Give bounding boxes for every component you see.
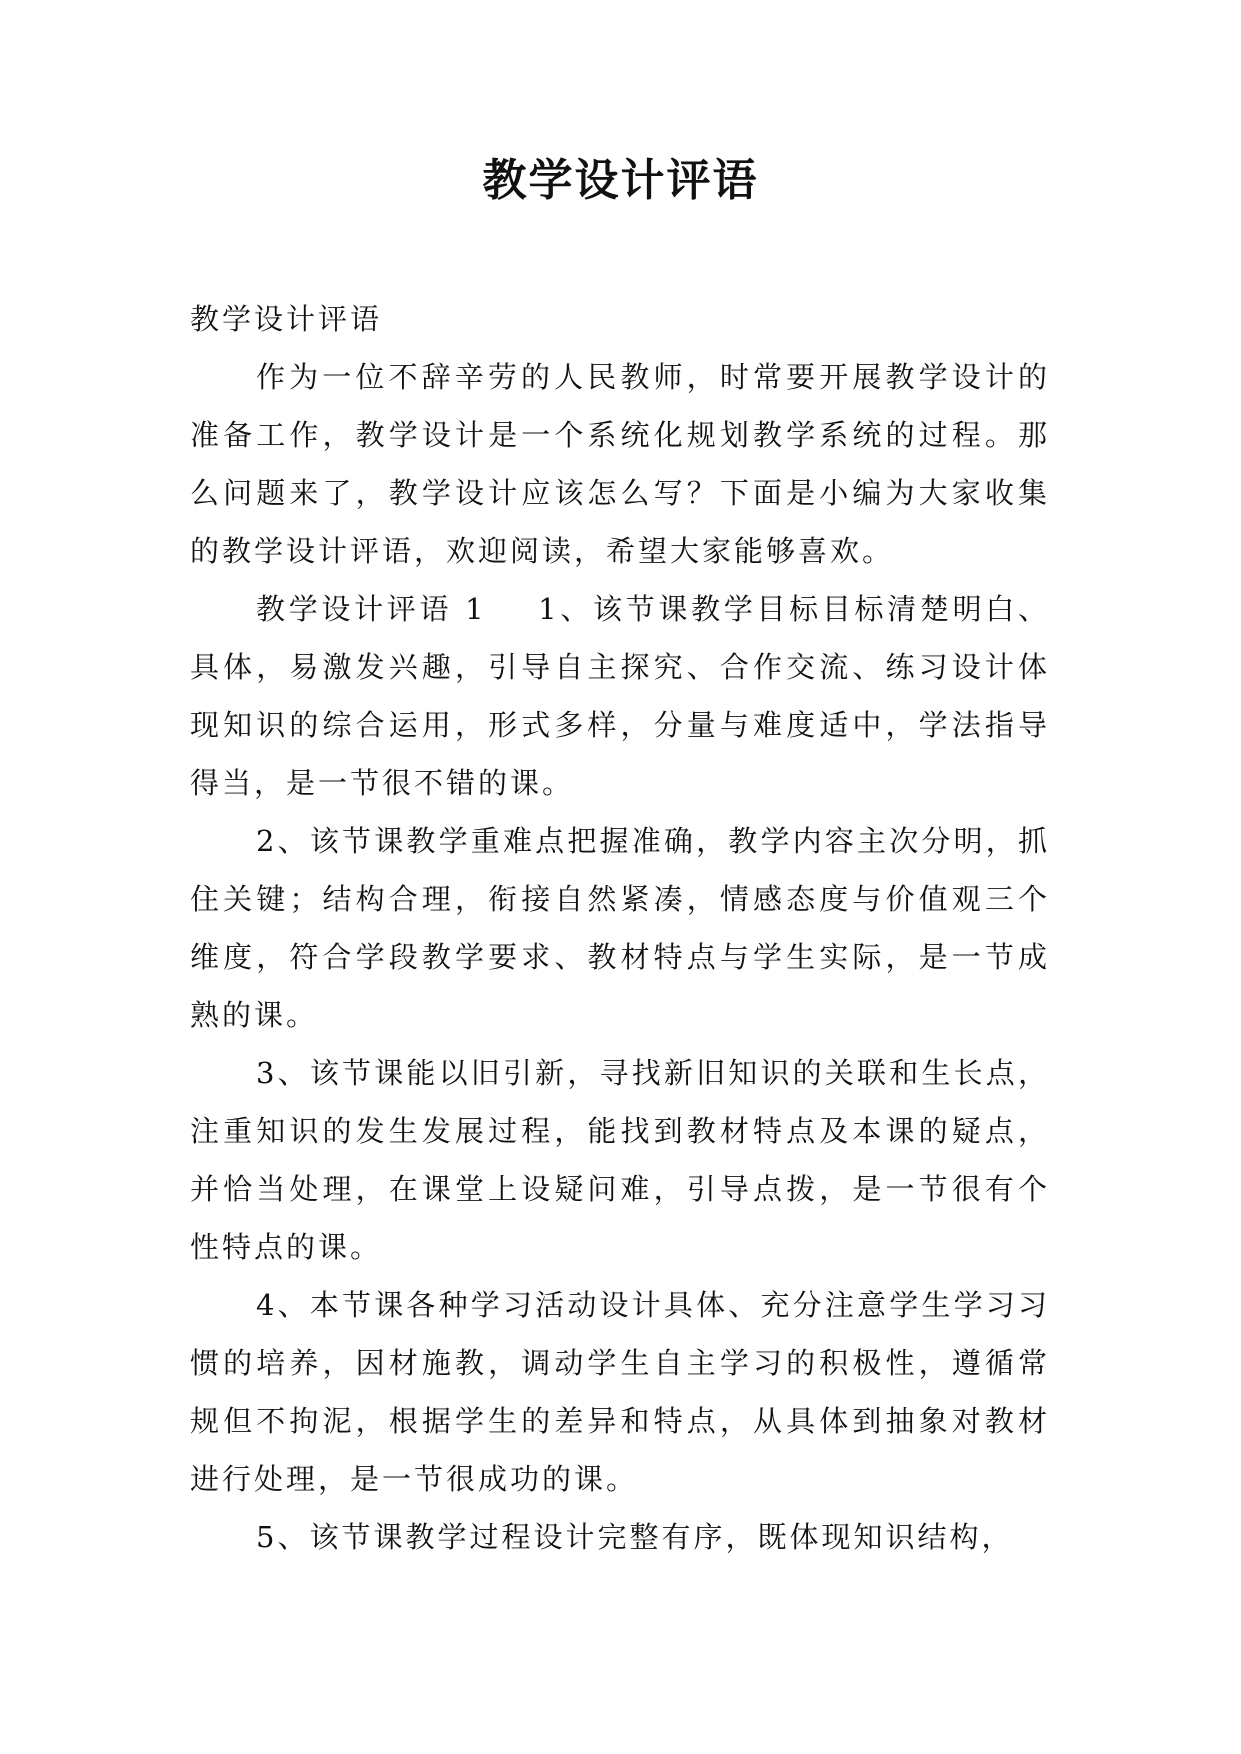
comment-paragraph-5: 5、该节课教学过程设计完整有序，既体现知识结构， [256,1520,1014,1554]
document-subtitle: 教学设计评语 [190,302,383,336]
comment-paragraph-4: 4、本节课各种学习活动设计具体、充分注意学生学习习惯的培养，因材施教，调动学生自主学习的积极性，遵循常规但不拘泥，根据学生的差异和特点，从具体到抽象对教材进行处理，是一节很成功的课。 [190,1288,1050,1496]
section-paragraph-1 [190,580,1050,812]
comment-paragraph-1: 1、该节课教学目标目标清楚明白、具体，易激发兴趣，引导自主探究、合作交流、练习设计体现知识的综合运用，形式多样，分量与难度适中，学法指导得当，是一节很不错的课。 [190,592,1051,800]
comment-paragraph-3: 3、该节课能以旧引新，寻找新旧知识的关联和生长点，注重知识的发生发展过程，能找到教材特点及本课的疑点，并恰当处理，在课堂上设疑问难，引导点拨，是一节很有个性特点的课。 [190,1056,1050,1264]
document-body [190,290,1050,1566]
document-title: 教学设计评语 [482,155,759,206]
comment-paragraph-2: 2、该节课教学重难点把握准确，教学内容主次分明，抓住关键；结构合理，衔接自然紧凑，情感态度与价值观三个维度，符合学段教学要求、教材特点与学生实际，是一节成熟的课。 [190,824,1050,1032]
intro-paragraph: 作为一位不辞辛劳的人民教师，时常要开展教学设计的准备工作，教学设计是一个系统化规划教学系统的过程。那么问题来了，教学设计应该怎么写？下面是小编为大家收集的教学设计评语，欢迎阅读，希望大家能够喜欢。 [190,360,1050,568]
section-heading: 教学设计评语 1 [256,592,487,626]
